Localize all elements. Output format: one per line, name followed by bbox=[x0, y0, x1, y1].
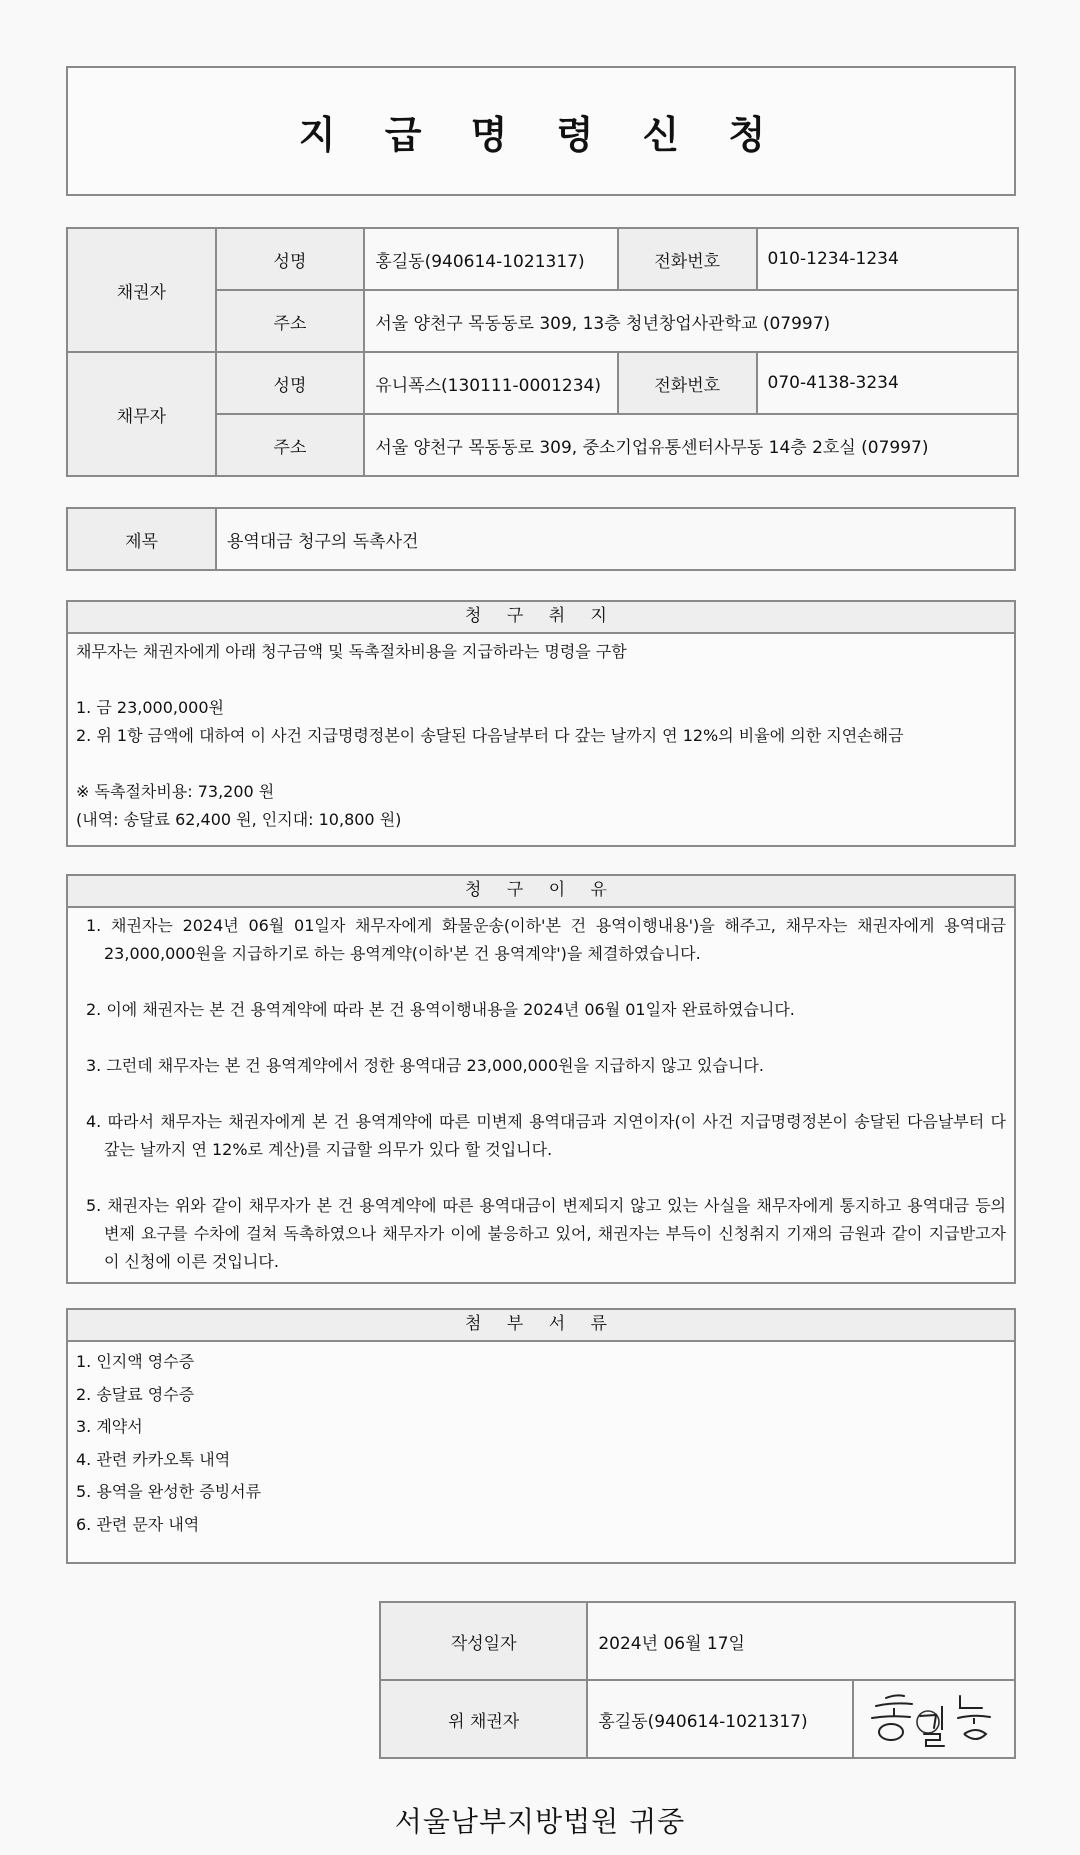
claim-reason-item: 1. 채권자는 2024년 06월 01일자 채무자에게 화물운송(이하'본 건 용역이행내용')을 해주고, 채무자는 채권자에게 용역대금 23,000,000원을 지급하기로 하는 용역계약(이하'본 건 용역계약')을 체결하였습니다. bbox=[86, 916, 1006, 963]
creditor-address: 서울 양천구 목동동로 309, 13층 청년창업사관학교 (07997) bbox=[364, 290, 1018, 352]
signature-cell bbox=[853, 1680, 1015, 1758]
title-box bbox=[66, 66, 1016, 196]
claim-reasons-section bbox=[66, 874, 1016, 1284]
parties-table bbox=[66, 227, 1019, 477]
date-value: 2024년 06월 17일 bbox=[587, 1602, 1015, 1680]
document-title: 지 급 명 령 신 청 bbox=[298, 112, 784, 157]
debtor-address-label: 주소 bbox=[216, 414, 365, 476]
claim-reason-item: 5. 채권자는 위와 같이 채무자가 본 건 용역계약에 따른 용역대금이 변제되지 않고 있는 사실을 채무자에게 통지하고 용역대금 등의 변제 요구를 수차에 걸쳐 독촉하였으나 채무자가 이에 불응하고 있어, 채권자는 부득이 신청취지 기재의 금원과 같이 지급받고자 이 신청에 이른 것입니다. bbox=[86, 1196, 1006, 1271]
attachments-section bbox=[66, 1308, 1016, 1564]
creditor-phone: 010-1234-1234 bbox=[757, 228, 1018, 290]
debtor-phone: 070-4138-3234 bbox=[757, 352, 1018, 414]
subject-table bbox=[66, 507, 1016, 571]
claim-purpose-intro: 채무자는 채권자에게 아래 청구금액 및 독촉절차비용을 지급하라는 명령을 구함 bbox=[76, 642, 627, 661]
attachment-item: 1. 인지액 영수증 bbox=[76, 1352, 195, 1371]
procedure-cost-detail: (내역: 송달료 62,400 원, 인지대: 10,800 원) bbox=[76, 810, 402, 829]
procedure-cost: ※ 독촉절차비용: 73,200 원 bbox=[76, 782, 275, 801]
subject-value: 용역대금 청구의 독촉사건 bbox=[216, 508, 1015, 570]
debtor-phone-label: 전화번호 bbox=[618, 352, 757, 414]
attachment-item: 3. 계약서 bbox=[76, 1417, 143, 1436]
claim-purpose-heading: 청 구 취 지 bbox=[68, 602, 1014, 634]
creditor-name: 홍길동(940614-1021317) bbox=[364, 228, 618, 290]
date-label: 작성일자 bbox=[380, 1602, 587, 1680]
creditor-address-label: 주소 bbox=[216, 290, 365, 352]
signer-label: 위 채권자 bbox=[380, 1680, 587, 1758]
handwritten-signature bbox=[864, 1682, 1004, 1756]
debtor-label: 채무자 bbox=[67, 352, 216, 476]
claim-purpose-section bbox=[66, 600, 1016, 847]
signer-value: 홍길동(940614-1021317) bbox=[587, 1680, 853, 1758]
claim-purpose-item: 1. 금 23,000,000원 bbox=[76, 698, 224, 717]
attachment-item: 6. 관련 문자 내역 bbox=[76, 1514, 200, 1534]
debtor-name-label: 성명 bbox=[216, 352, 365, 414]
attachment-item: 4. 관련 카카오톡 내역 bbox=[76, 1449, 231, 1469]
creditor-name-label: 성명 bbox=[216, 228, 365, 290]
creditor-phone-label: 전화번호 bbox=[618, 228, 757, 290]
debtor-name: 유니폭스(130111-0001234) bbox=[364, 352, 618, 414]
claim-reason-item: 4. 따라서 채무자는 채권자에게 본 건 용역계약에 따른 미변제 용역대금과 지연이자(이 사건 지급명령정본이 송달된 다음날부터 다 갚는 날까지 연 12%로 계산)를 지급할 의무가 있다 할 것입니다. bbox=[86, 1112, 1006, 1159]
attachment-item: 5. 용역을 완성한 증빙서류 bbox=[76, 1482, 262, 1501]
claim-reason-item: 2. 이에 채권자는 본 건 용역계약에 따라 본 건 용역이행내용을 2024년 06월 01일자 완료하였습니다. bbox=[86, 1000, 795, 1019]
claim-reasons-heading: 청 구 이 유 bbox=[68, 876, 1014, 908]
creditor-label: 채권자 bbox=[67, 228, 216, 352]
claim-reason-item: 3. 그런데 채무자는 본 건 용역계약에서 정한 용역대금 23,000,000원을 지급하지 않고 있습니다. bbox=[86, 1056, 764, 1075]
attachment-item: 2. 송달료 영수증 bbox=[76, 1384, 195, 1404]
debtor-address: 서울 양천구 목동동로 309, 중소기업유통센터사무동 14층 2호실 (07997) bbox=[364, 414, 1018, 476]
signing-table bbox=[379, 1601, 1016, 1759]
subject-label: 제목 bbox=[67, 508, 216, 570]
claim-purpose-item: 2. 위 1항 금액에 대하여 이 사건 지급명령정본이 송달된 다음날부터 다 갚는 날까지 연 12%의 비율에 의한 지연손해금 bbox=[76, 726, 904, 745]
attachments-heading: 첨 부 서 류 bbox=[68, 1310, 1014, 1342]
court-addressee: 서울남부지방법원 귀중 bbox=[394, 1805, 686, 1838]
